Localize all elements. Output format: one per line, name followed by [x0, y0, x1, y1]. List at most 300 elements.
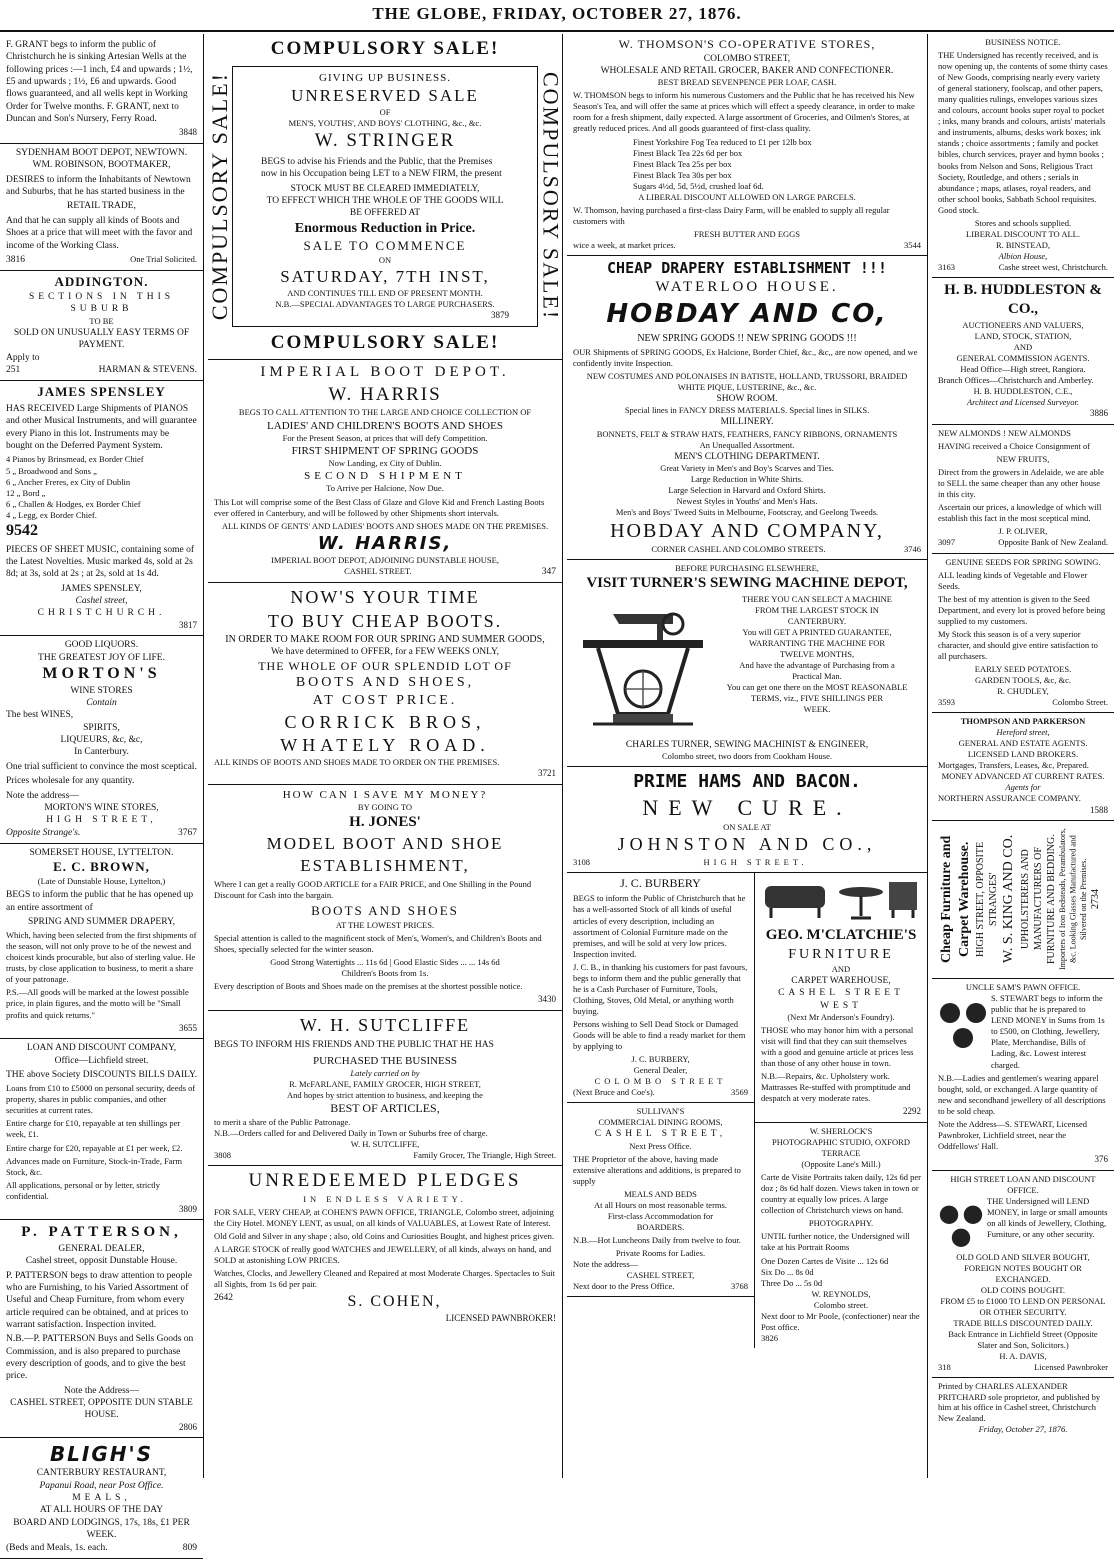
ad-name: R. CHUDLEY,	[997, 686, 1049, 697]
ad-heading: SYDENHAM BOOT DEPOT, NEWTOWN.	[15, 148, 188, 159]
ad-heading: H. B. HUDDLESTON & CO.,	[944, 281, 1102, 318]
list-item: 5 „ Broadwood and Sons „	[6, 465, 97, 476]
ad-line: STOCK MUST BE CLEARED IMMEDIATELY,	[290, 183, 480, 194]
ad-line: MEN'S CLOTHING DEPARTMENT.	[674, 451, 820, 462]
ad-name: H. B. HUDDLESTON, C.E.,	[973, 386, 1073, 397]
ad-line: BONNETS, FELT & STRAW HATS, FEATHERS, FANCY RIBBONS, ORNAMENTS	[596, 428, 898, 439]
ad-line: SPIRITS,	[83, 722, 120, 733]
ad-corrick	[208, 583, 562, 785]
ad-line: SECTIONS IN THIS SUBURB	[28, 292, 175, 315]
ad-text: PIECES OF SHEET MUSIC, containing some of the Latest Novelties. Music marked 4s, sold at 2s 8d; at 3s, sold at 2s ; at 2s, sold at 1s 4d.	[6, 544, 194, 580]
ad-text: All applications, personal or by letter, strictly confidential.	[6, 1179, 161, 1201]
ad-line: Lately carried on by	[350, 1068, 420, 1079]
ad-text: BEGS to inform the public that he has opened up an entire assortment of	[6, 890, 194, 913]
ad-text: FOR SALE, VERY CHEAP, at COHEN'S PAWN OFFICE, TRIANGLE, Colombo street, adjoining the City Hotel. MONEY LENT, as usual, on all kinds of VALUABLES, at Lowest Rate of Interest.	[214, 1206, 554, 1228]
ad-line: MEALS AND BEDS	[624, 1188, 697, 1199]
ad-text: HAS RECEIVED Large Shipments of PIANOS and other Musical Instruments, and will guarantee every Piano in this lot. Instruments may be bought on the Deferred Payment System.	[6, 404, 197, 452]
ad-name: JOHNSTON AND CO.,	[617, 834, 877, 855]
ad-line: FRESH BUTTER AND EGGS	[693, 228, 801, 239]
stringer-box	[206, 66, 564, 327]
ad-line: (Next Bruce and Coe's).	[573, 1087, 655, 1098]
ad-text: Special attention is called to the magnificent stock of Men's, Women's, and Children's Boots and Shoes, specially selected for the winter season.	[214, 933, 542, 955]
ad-number: 3593	[938, 697, 955, 708]
ad-line: FURNITURE	[788, 946, 894, 962]
ad-number: 3721	[538, 768, 556, 779]
ad-text: P. PATTERSON begs to draw attention to people who are Furnishing, to his Varied Assortment of Useful and Cheap Furniture, from whom every article required can be obtained, and at prices to warrant satisfaction. Inspection invited.	[6, 1270, 192, 1331]
ad-line: NORTHERN ASSURANCE COMPANY.	[938, 793, 1081, 804]
ad-line: MEALS,	[72, 1493, 131, 1504]
ad-heading: IMPERIAL BOOT DEPOT.	[260, 364, 510, 381]
ad-number: 3808	[214, 1149, 231, 1160]
ad-line: Branch Offices—Christchurch and Amberley.	[938, 375, 1094, 386]
ad-sullivan	[567, 1103, 754, 1297]
ad-number: 3097	[938, 537, 955, 548]
list-item: One Dozen Cartes de Visite ... 12s 6d	[761, 1255, 889, 1266]
ad-line: BEFORE PURCHASING ELSEWHERE,	[675, 563, 819, 574]
ad-number: 2806	[179, 1421, 197, 1432]
ad-text: And that he can supply all kinds of Boots and Shoes at a price that will meet with the favor and income of the Working Class.	[6, 215, 193, 251]
list-item: 6 „ Ancher Freres, ex City of Dublin	[6, 476, 131, 487]
ad-text: THOSE who may honor him with a personal visit will find that they can suit themselves with a good and genuine article at prices less than those of any other house in town.	[761, 1024, 914, 1069]
ad-name: W. H. SUTCLIFFE	[299, 1015, 471, 1036]
ad-line: EARLY SEED POTATOES.	[974, 663, 1072, 674]
ad-line: Practical Man.	[792, 671, 842, 682]
ad-number: 347	[541, 567, 556, 578]
ad-text: Direct from the growers in Adelaide, we are able to SELL the same cheaper than any other house in this city.	[938, 467, 1104, 500]
ad-name: W. STRINGER	[314, 130, 456, 152]
ad-line: IMPERIAL BOOT DEPOT, ADJOINING DUNSTABLE HOUSE,	[271, 555, 499, 566]
ad-line: TRADE BILLS DISCOUNTED DAILY.	[953, 1317, 1093, 1328]
ad-line: CASHEL STREET WEST	[778, 988, 904, 1011]
ad-text: My Stock this season is of a very superior character, and should give entire satisfaction to all purchasers.	[938, 628, 1098, 661]
ad-line: Note the address—	[573, 1259, 639, 1270]
ad-heading: THOMPSON AND PARKERSON	[960, 716, 1086, 727]
ad-sutcliffe	[208, 1011, 562, 1166]
ad-line: wice a week, at market prices.	[573, 239, 676, 250]
ad-number: 3767	[178, 827, 197, 838]
imprint	[932, 1378, 1114, 1438]
ad-line: For the Present Season, at prices that will defy Competition.	[282, 432, 488, 443]
ad-line: To Arrive per Halcione, Now Due.	[326, 483, 444, 494]
pawn-balls-icon	[938, 1196, 984, 1252]
masthead: THE GLOBE, FRIDAY, OCTOBER 27, 1876.	[0, 4, 1114, 32]
ad-line: TO BUY CHEAP BOOTS.	[267, 610, 503, 631]
ad-line: ON SALE AT	[723, 822, 771, 833]
ad-number: 318	[938, 1362, 951, 1373]
ad-heading: PRIME HAMS AND BACON.	[633, 771, 861, 793]
ad-heading: UNCLE SAM'S PAWN OFFICE.	[965, 982, 1081, 993]
ad-heading: W. THOMSON'S CO-OPERATIVE STORES,	[618, 37, 876, 51]
ad-line: Note the address—	[6, 790, 79, 801]
ad-text: P.S.—All goods will be marked at the lowest possible price, in plain figures, and the motto will be "Small profits and quick returns."	[6, 987, 189, 1020]
ad-line: WEEK.	[803, 704, 831, 715]
ad-number: 3655	[179, 1022, 197, 1033]
ad-line: Colombo Street.	[1052, 697, 1108, 708]
ad-number: 3809	[179, 1203, 197, 1214]
ad-number: 3879	[491, 309, 509, 320]
list-item: 6 „ Challen & Hodges, ex Border Chief	[6, 498, 141, 509]
ad-line: You will GET A PRINTED GUARANTEE,	[742, 627, 892, 638]
ad-line: Back Entrance in Lichfield Street (Opposite Slater and Son, Solicitors.)	[948, 1329, 1098, 1351]
ad-line: BEGS TO CALL ATTENTION TO THE LARGE AND CHOICE COLLECTION OF	[238, 407, 532, 418]
ad-huddleston	[932, 278, 1114, 425]
imprint-text: Printed by CHARLES ALEXANDER PRITCHARD sole proprietor, and published by him at his office in Cashel street, Christchurch New Zealand.	[938, 1381, 1101, 1424]
ad-line: UNRESERVED SALE	[291, 85, 479, 105]
ad-text: W. THOMSON begs to inform his numerous Customers and the Public that he has received his New Season's Tea, and will offer the same at prices which will effect a speedy clearance, in order to make room for a fresh shipment, daily expected. A large assortment of Groceries, and Oilmen's Stores, at greatly reduced prices. And all goods guaranteed of first-class quality.	[573, 90, 915, 134]
ad-text: Old Gold and Silver in any shape ; also, old Coins and Curiosities Bought, and highest prices given.	[214, 1230, 554, 1241]
ad-line: Large Selection in Harvard and Oxford Shirts.	[668, 485, 826, 496]
list-item: Three Do ... 5s 0d	[761, 1277, 823, 1288]
ad-line: SHOW ROOM.	[716, 393, 778, 404]
side-banner-right: COMPULSORY SALE!	[538, 72, 564, 321]
ad-number: 3768	[731, 1281, 748, 1292]
ad-line: Next door to Mr Poole, (confectioner) near the Post office.	[761, 1310, 920, 1332]
ad-heading: GOOD LIQUORS.	[64, 640, 139, 651]
ad-heading: GENUINE SEEDS FOR SPRING SOWING.	[945, 556, 1101, 567]
ad-line: LICENSED LAND BROKERS.	[967, 749, 1079, 760]
ad-line: Head Office—High street, Rangiora.	[960, 364, 1086, 375]
ad-heading: J. C. BURBERY	[620, 875, 701, 890]
ad-heading: BUSINESS NOTICE.	[985, 37, 1061, 47]
ad-line: Importers of Iron Bedsteads, Perambulators, &c. Looking Glasses Manufactured and Silvered on the Premises.	[1057, 828, 1088, 971]
ad-heading: Cheap Furniture and Carpet Warehouse.	[939, 835, 973, 963]
ad-number: 3816	[6, 254, 25, 265]
ad-line: BOARDERS.	[636, 1222, 685, 1233]
ad-text: THE Proprietor of the above, having made extensive alterations and additions, is prepared to supply	[573, 1153, 741, 1186]
list-item: Finest Black Tea 30s per box	[633, 169, 732, 180]
ad-line: (Next Mr Anderson's Foundry).	[787, 1011, 895, 1022]
ad-line: We have determined to OFFER, for a FEW WEEKS ONLY,	[270, 647, 500, 658]
ad-line: N.B.—Orders called for and Delivered Daily in Town or Suburbs free of charge.	[214, 1127, 488, 1138]
ad-hobday	[567, 256, 927, 560]
ad-text: HAVING received a Choice Consignment of	[938, 441, 1091, 452]
ad-name: HARMAN & STEVENS.	[98, 364, 197, 375]
ad-line: BOOTS AND SHOES	[311, 903, 459, 919]
ad-line: And have the advantage of Purchasing from a	[739, 660, 895, 671]
ad-line: Opposite Bank of New Zealand.	[998, 537, 1108, 548]
ad-line: OLD GOLD AND SILVER BOUGHT, FOREIGN NOTES BOUGHT OR EXCHANGED.	[956, 1251, 1090, 1284]
ad-line: SOLD ON UNUSUALLY EASY TERMS OF PAYMENT.	[13, 327, 190, 351]
ad-text: Watches, Clocks, and Jewellery Cleaned and Repaired at most Moderate Charges. Spectacles to Suit all Sights, from 1s 6d per pair.	[214, 1267, 555, 1290]
ad-line: THE GREATEST JOY OF LIFE.	[38, 652, 165, 663]
ad-text: THE above Society DISCOUNTS BILLS DAILY.	[6, 1069, 197, 1080]
ad-text: DESIRES to inform the Inhabitants of Newtown and Suburbs, that he has started business in the	[6, 174, 191, 198]
ad-line: Children's Boots from 1s.	[341, 968, 429, 979]
ad-line: MILLINERY.	[720, 417, 774, 428]
ad-addington	[0, 271, 203, 381]
ad-line: Licensed Pawnbroker	[1034, 1362, 1108, 1373]
ad-name: W. HARRIS	[328, 383, 442, 405]
ad-line: CORNER CASHEL AND COLOMBO STREETS.	[651, 544, 826, 555]
ad-turner	[567, 560, 927, 767]
ad-text: UNTIL further notice, the Undersigned will take at his Portrait Rooms	[761, 1231, 910, 1253]
ad-line: CHARLES TURNER, SEWING MACHINIST & ENGINEER,	[625, 739, 869, 750]
ad-line: TO BE	[89, 315, 114, 326]
ad-name: W. REYNOLDS,	[811, 1288, 871, 1299]
list-item: Finest Yorkshire Fog Tea reduced to £1 per 12lb box	[633, 136, 812, 147]
ad-line: AND	[831, 963, 851, 974]
ad-cohen	[208, 1166, 562, 1329]
list-item: Sugars 4½d, 5d, 5½d, crushed loaf 6d.	[633, 180, 764, 191]
ad-name: WM. ROBINSON, BOOTMAKER,	[32, 160, 171, 171]
ad-line: MODEL BOOT AND SHOE	[266, 833, 504, 853]
ad-harris	[208, 360, 562, 583]
ad-heading: ADDINGTON.	[54, 274, 149, 290]
ad-line: WHATELY ROAD.	[280, 734, 490, 755]
ad-line: WATERLOO HOUSE.	[655, 279, 839, 296]
ad-line: N.B.—SPECIAL ADVANTAGES TO LARGE PURCHASERS.	[275, 298, 495, 309]
ad-text: W. Thomson, having purchased a first-class Dairy Farm, will be enabled to supply all regular customers with	[573, 204, 890, 226]
ad-name: JAMES SPENSLEY,	[61, 583, 142, 594]
ad-text: BEGS to inform the Public of Christchurch that he has a well-assorted Stock of all kinds of useful articles of every description, including an assortment of Colonial Furniture made on the premises, and will be sold at very low prices. Inspection invited.	[573, 893, 746, 959]
ad-number: 3544	[904, 239, 921, 250]
ad-text: F. GRANT begs to inform the public of Christchurch he is sinking Artesian Wells at the following prices :—1 inch, £4 and upwards ; 1½, £5 and upwards ; 1½, £6 and upwards. Good flows guaranteed, and all wells kept in Working Order for Twelve months. F. GRANT, next to Duncan and Son's Nursery, Ferry Road.	[6, 40, 193, 125]
ad-line: HIGH STREET, OPPOSITE STRANGES'	[975, 841, 1000, 957]
ad-text: This Lot will comprise some of the Best Class of Glaze and Glove Kid and French Lasting Boots ever offered in Canterbury, and will be followed by other Shipments short intervals.	[214, 496, 545, 518]
ad-heading: LOAN AND DISCOUNT COMPANY,	[26, 1043, 177, 1054]
ad-text: Note the Address—S. STEWART, Licensed Pawnbroker, Lichfield street, near the Oddfellows' Hall.	[938, 1118, 1088, 1151]
ad-text: Carte de Visite Portraits taken daily, 12s 6d per doz ; 8s 6d half dozen. Views taken in town or country at equally low prices. A large collection of Christchurch views on hand.	[761, 1172, 922, 1216]
ad-stringer	[208, 34, 562, 360]
ad-line: Good Strong Watertights ... 11s 6d | Good Elastic Sides ... ... 14s 6d	[270, 957, 500, 968]
ad-text: Entire charge for £10, repayable at ten shillings per week, £1.	[6, 1118, 181, 1140]
ad-text: BEGS TO INFORM HIS FRIENDS AND THE PUBLIC THAT HE HAS	[214, 1040, 494, 1051]
ad-line: Mortgages, Transfers, Leases, &c, Prepared.	[938, 760, 1089, 771]
ad-line: Now Landing, ex City of Dublin.	[328, 458, 442, 469]
ad-line: PHOTOGRAPHIC STUDIO, OXFORD TERRACE	[772, 1137, 910, 1159]
column-2	[208, 34, 563, 1478]
ad-chudley	[932, 554, 1114, 714]
ad-number: 1588	[1090, 804, 1108, 815]
ad-line: At all Hours on most reasonable terms.	[594, 1199, 727, 1210]
list-item: 12 „ Bord „	[6, 487, 46, 498]
ad-line: COMMERCIAL DINING ROOMS,	[598, 1117, 723, 1128]
ad-line: Family Grocer, The Triangle, High Street.	[413, 1149, 556, 1160]
ad-number: 3108	[573, 856, 590, 867]
ad-number: 376	[1094, 1153, 1108, 1164]
ad-grant	[0, 34, 203, 144]
ad-heading: P. PATTERSON,	[21, 1224, 182, 1241]
ad-king	[932, 821, 1114, 979]
pawn-balls-icon	[938, 993, 988, 1053]
ad-line: FIRST SHIPMENT OF SPRING GOODS	[291, 444, 479, 457]
ad-line: AUCTIONEERS AND VALUERS,	[962, 319, 1084, 330]
list-item: 4 Pianos by Brinsmead, ex Border Chief	[6, 454, 144, 465]
ad-number: 3848	[179, 127, 197, 138]
ad-line: Apply to	[6, 352, 40, 363]
ad-text: The best of my attention is given to the Seed Department, and every lot is proved before being supplied to my customers.	[938, 593, 1106, 626]
ad-text: N.B.—P. PATTERSON Buys and Sells Goods on Commission, and is also prepared to purchase every description of goods, and to give the best price.	[6, 1334, 194, 1382]
ad-line: GARDEN TOOLS, &c, &c.	[974, 674, 1071, 685]
ad-sydenham	[0, 144, 203, 271]
ad-decorative-name: HOBDAY AND CO,	[606, 298, 888, 329]
ad-line: Stores and schools supplied.	[974, 217, 1072, 228]
ad-line: FROM THE LARGEST STOCK IN	[755, 605, 879, 616]
ad-line: HIGH STREET.	[703, 856, 808, 867]
ad-line: COLOMBO STREET	[594, 1076, 727, 1087]
ad-line: Next door to the Press Office.	[573, 1281, 675, 1292]
ad-line: SALE TO COMMENCE	[303, 237, 467, 253]
ad-name: J. P. OLIVER,	[998, 526, 1048, 537]
ad-line: GENERAL AND ESTATE AGENTS.	[958, 738, 1088, 749]
ad-line: CHRISTCHURCH.	[37, 608, 166, 619]
ad-line: Contain	[86, 698, 117, 709]
ad-heading: SOMERSET HOUSE, LYTTELTON.	[29, 847, 174, 858]
ad-oliver	[932, 425, 1114, 553]
ad-line: CARPET WAREHOUSE,	[791, 975, 891, 986]
ad-line: LIQUEURS, &c, &c,	[60, 735, 143, 746]
ad-line: FROM £5 to £1000 TO LEND ON PERSONAL OR OTHER SECURITY.	[940, 1295, 1106, 1317]
ad-line: SATURDAY, 7TH INST,	[280, 266, 490, 286]
ad-number: 251	[6, 364, 21, 375]
ad-line: NEW FRUITS,	[996, 454, 1050, 465]
ad-line: IN ENDLESS VARIETY.	[303, 1193, 467, 1204]
ad-line: LADIES' AND CHILDREN'S BOOTS AND SHOES	[267, 419, 503, 432]
ad-line: Albion House,	[998, 250, 1048, 261]
ad-mclatchie	[755, 873, 927, 1123]
ad-line: CASHEL STREET, OPPOSITE DUN STABLE HOUSE.	[10, 1398, 193, 1421]
ad-line: PURCHASED THE BUSINESS	[312, 1054, 458, 1067]
ad-line: An Unequalled Assortment.	[699, 439, 795, 450]
ad-number: 3430	[538, 994, 556, 1005]
ad-text: A LARGE STOCK of really good WATCHES and JEWELLERY, of all kinds, always on hand, and SOLD at astonishing LOW PRICES.	[214, 1243, 552, 1265]
ad-number: 3163	[938, 261, 955, 272]
ad-heading: BLIGH'S	[49, 1442, 154, 1467]
list-item: Finest Black Tea 22s 6d per box	[633, 147, 743, 158]
ad-line: ESTABLISHMENT,	[300, 856, 470, 875]
ad-line: AT THE LOWEST PRICES.	[335, 920, 435, 931]
ad-text: N.B.—Repairs, &c. Upholstery work. Mattrasses Re-stuffed with promptitude and despatch at very moderate rates.	[761, 1071, 911, 1104]
ad-thomson	[567, 34, 927, 256]
ad-line: AND CONTINUES TILL END OF PRESENT MONTH.	[287, 287, 483, 298]
ad-name: H. A. DAVIS,	[999, 1351, 1047, 1362]
ad-text: OUR Shipments of SPRING GOODS, Ex Halcione, Border Chief, &c., &c,, are now opened, and we confidently invite Inspection.	[573, 346, 918, 368]
ad-line: ALL KINDS OF GENTS' AND LADIES' BOOTS AND SHOES MADE ON THE PREMISES.	[221, 520, 549, 531]
ad-line: Enormous Reduction in Price.	[294, 220, 476, 236]
list-item: 4 „ Legg, ex Border Chief.	[6, 509, 97, 520]
ad-text: N.B.—Ladies and gentlemen's wearing apparel bought, sold, or exchanged. A large quantity of new and secondhand jewellery of all descriptions to be sold cheap.	[938, 1072, 1106, 1116]
tea-list	[573, 137, 921, 192]
ad-number: 3826	[761, 1332, 778, 1343]
ad-line: OF	[379, 107, 391, 118]
ad-heading: UNREDEEMED PLEDGES	[248, 1170, 522, 1191]
ad-heading: GEO. M'CLATCHIE'S	[765, 927, 917, 944]
ad-line: TWELVE MONTHS,	[779, 649, 855, 660]
ad-name: E. C. BROWN,	[53, 859, 150, 875]
ad-line: Cashel street, opposit Dunstable House.	[25, 1256, 178, 1267]
ad-davis	[932, 1171, 1114, 1379]
ad-line: AT ALL HOURS OF THE DAY	[39, 1505, 164, 1516]
ad-heading: COMPULSORY SALE!	[270, 331, 500, 353]
ad-text: Advances made on Furniture, Stock-in-Trade, Farm Stock, &c.	[6, 1155, 183, 1177]
ad-line: Private Rooms for Ladies.	[615, 1248, 706, 1259]
ad-line: You can get one there on the MOST REASONABLE	[726, 682, 908, 693]
ad-line: OLD COINS BOUGHT.	[980, 1284, 1066, 1295]
ad-line: NOW'S YOUR TIME	[290, 587, 480, 608]
ad-line: UPHOLSTERERS AND MANUFACTURERS OF FURNITURE AND BEDDING.	[1019, 834, 1057, 965]
ad-line: IN ORDER TO MAKE ROOM FOR OUR SPRING AND SUMMER GOODS,	[225, 634, 545, 646]
ad-jones	[208, 785, 562, 1011]
ad-line: BOOTS AND SHOES,	[295, 675, 475, 691]
ad-text: Which, having been selected from the first shipments of the season, will not only prove to be of the newest and choicest kinds procurable, but also of sterling value. He trusts, by close application to business, to merit a share of your patronage.	[6, 930, 197, 985]
ad-name: H. JONES'	[349, 814, 421, 831]
ad-number: 3817	[179, 619, 197, 630]
ad-name: HOBDAY AND COMPANY,	[610, 520, 884, 543]
ad-line: Papanui Road, near Post Office.	[39, 1480, 164, 1491]
ad-line: Special lines in FANCY DRESS MATERIALS. Special lines in SILKS.	[624, 405, 870, 416]
ad-blighs	[0, 1438, 203, 1558]
ad-line: WINE STORES	[70, 685, 133, 696]
ad-number: 3886	[1090, 408, 1108, 419]
ad-loan	[0, 1039, 203, 1220]
ad-line: NEW SPRING GOODS !! NEW SPRING GOODS !!!	[637, 332, 857, 344]
side-banner-left: COMPULSORY SALE!	[206, 72, 232, 321]
ad-line: HIGH STREET,	[46, 815, 157, 826]
ad-line: Large Reduction in White Shirts.	[690, 474, 804, 485]
ad-line: Opposite Strange's.	[6, 827, 81, 838]
ad-line: MORTON'S WINE STORES,	[44, 802, 159, 813]
ad-text: THE Undersigned has recently received, and is now opening up, the contents of some thirty cases of New Goods, comprising nearly every variety of general stationery, foolscap, and other papers, many qualities rulings, envelopes various sizes and colours, account books super royal to pocket ; inks, many brands and colours, artists' materials and instruments, albums, desks work boxes; ink stands ; choice assortments ; family and pocket bibles, church services, prayer and hymn books ; books from Nelson and Sons, Religious Tract Society, Routledge, and others ; serials in abundance ; maps, atlases, royal readers, and other school books, Sabbath School requisites. Good stock.	[938, 50, 1108, 215]
ad-line: HOW CAN I SAVE MY MONEY?	[282, 789, 488, 802]
ad-text: One trial sufficient to convince the most sceptical.	[6, 761, 197, 772]
ad-line: AND	[1013, 342, 1033, 353]
ad-number: 3746	[903, 544, 921, 555]
ad-line: SECOND SHIPMENT	[304, 470, 466, 483]
ad-line: GENERAL COMMISSION AGENTS.	[956, 353, 1090, 364]
column-4	[932, 34, 1114, 1478]
ad-sherlock	[755, 1123, 927, 1348]
ad-line: Great Variety in Men's and Boy's Scarves and Ties.	[660, 463, 834, 474]
ad-line: LICENSED PAWNBROKER!	[445, 1312, 556, 1323]
ad-line: THE WHOLE OF OUR SPLENDID LOT OF	[258, 658, 512, 673]
ad-number: 3569	[731, 1087, 748, 1098]
ad-mortons	[0, 636, 203, 844]
ad-line: SPRING AND SUMMER DRAPERY,	[27, 916, 176, 927]
ad-line: COLOMBO STREET,	[703, 53, 791, 64]
ad-line: GENERAL DEALER,	[58, 1243, 145, 1254]
ad-line: CASHEL STREET,	[594, 1129, 727, 1140]
ad-text: Ascertain our prices, a knowledge of which will establish this fact in the most sceptical mind.	[938, 502, 1102, 524]
ad-line: General Dealer,	[633, 1065, 688, 1076]
ad-line: TERMS, viz., FIVE SHILLINGS PER	[751, 693, 883, 704]
ad-stewart	[932, 979, 1114, 1170]
ad-line: ALL KINDS OF BOOTS AND SHOES MADE TO ORDER ON THE PREMISES.	[214, 757, 500, 768]
ad-line: CANTERBURY RESTAURANT,	[36, 1468, 167, 1479]
ad-line: Agents for	[1005, 782, 1041, 793]
ad-patterson	[0, 1220, 203, 1438]
ad-line: THERE YOU CAN SELECT A MACHINE	[742, 593, 892, 604]
ad-number: 2642	[214, 1293, 233, 1304]
imprint-date: Friday, October 27, 1876.	[978, 1423, 1068, 1434]
ad-name: J. C. BURBERY,	[631, 1054, 690, 1065]
ad-line: BEST BREAD SEVENPENCE PER LOAF, CASH.	[657, 77, 837, 88]
ad-line: (Opposite Lane's Mill.)	[801, 1159, 881, 1170]
ad-line: ON	[378, 254, 392, 265]
ad-heading: COMPULSORY SALE!	[270, 38, 500, 59]
ad-text: ALL leading kinds of Vegetable and Flower Seeds.	[938, 569, 1088, 591]
ad-decorative-name: W. HARRIS,	[317, 532, 453, 554]
ad-line: R. McFARLANE, FAMILY GROCER, HIGH STREET,	[289, 1079, 481, 1090]
ad-line: The best WINES,	[6, 710, 74, 721]
ad-heading: SULLIVAN'S	[636, 1106, 685, 1117]
ad-line: Note the Address—	[64, 1385, 139, 1396]
ad-line: NEW CURE.	[642, 794, 852, 820]
ad-thompson	[932, 713, 1114, 821]
ad-line: GIVING UP BUSINESS.	[319, 71, 451, 84]
ad-text: S. STEWART begs to inform the public that he is prepared to LEND MONEY in Sums from 1s to £500, on Clothing, Jewellery, Plate, Merchandise, Bills of Lading, &c. Lowest interest charged.	[991, 993, 1105, 1070]
ad-line: In Canterbury.	[74, 747, 129, 758]
ad-text: Entire charge for £20, repayable at £1 per week, £2.	[6, 1142, 183, 1153]
